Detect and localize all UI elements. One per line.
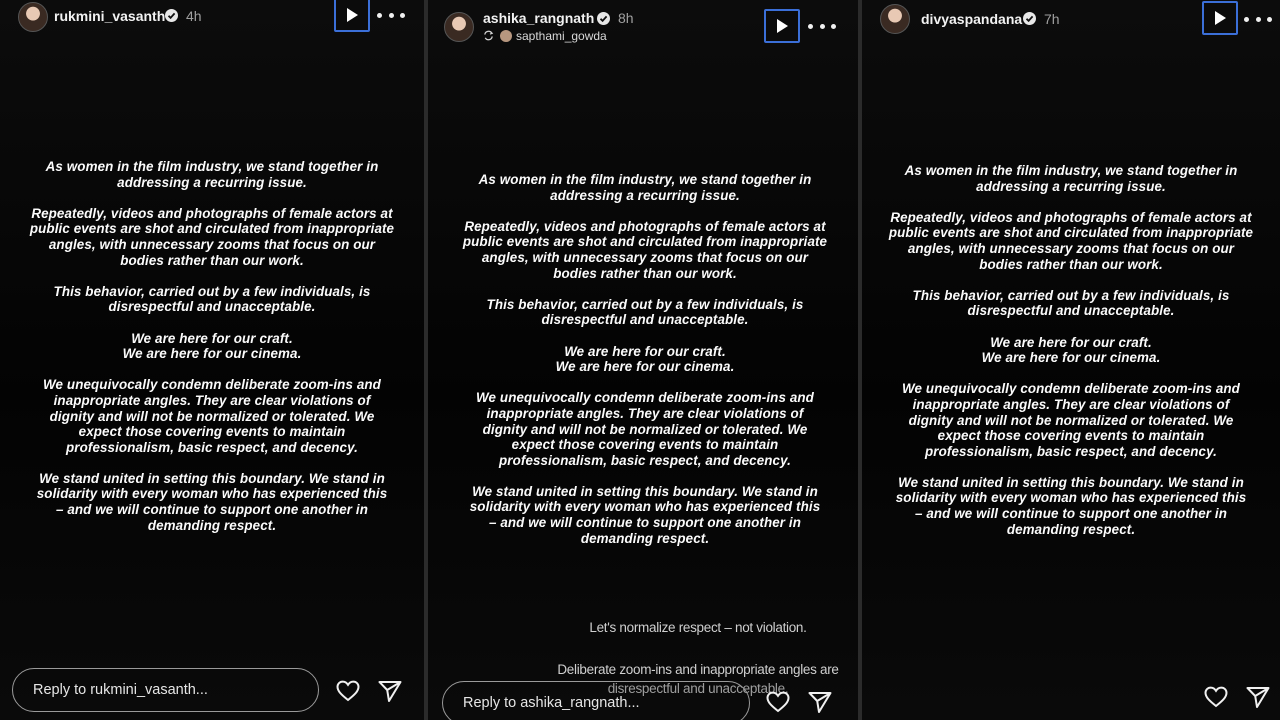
- statement-line: angles, with unnecessary zooms that focus on our: [48, 236, 376, 252]
- story-caption: Let's normalize respect – not violation.: [589, 620, 807, 635]
- statement-line: addressing a recurring issue.: [550, 187, 740, 203]
- more-options-button[interactable]: [1244, 9, 1272, 29]
- send-icon: [1246, 686, 1270, 708]
- statement-line: dignity and will not be normalized or tolerated. We: [482, 421, 808, 437]
- send-icon: [808, 691, 832, 713]
- story-username[interactable]: divyaspandana: [921, 11, 1023, 27]
- statement-paragraph: [432, 390, 858, 468]
- statement-paragraph: [0, 377, 424, 455]
- statement-paragraph: [0, 331, 424, 362]
- statement-paragraph: [432, 172, 858, 203]
- story-statement: [432, 172, 858, 562]
- statement-paragraph: [432, 344, 858, 375]
- verified-badge-icon: [165, 9, 178, 22]
- statement-line: As women in the film industry, we stand together in: [478, 172, 812, 187]
- statement-line: We are here for our cinema.: [122, 346, 302, 362]
- reshared-username[interactable]: sapthami_gowda: [516, 29, 607, 43]
- statement-line: public events are shot and circulated from inappropriate: [462, 234, 828, 250]
- statement-paragraph: [862, 210, 1280, 272]
- play-icon: [345, 7, 359, 23]
- statement-line: This behavior, carried out by a few individuals, is: [486, 296, 804, 312]
- statement-line: addressing a recurring issue.: [117, 174, 307, 190]
- send-icon: [378, 680, 402, 702]
- heart-icon: [336, 680, 360, 702]
- statement-line: bodies rather than our work.: [120, 252, 304, 268]
- story-username[interactable]: rukmini_vasanth: [54, 8, 166, 24]
- story-time: 8h: [618, 10, 634, 26]
- verified-badge-icon: [597, 12, 610, 25]
- statement-paragraph: [0, 206, 424, 268]
- like-button[interactable]: [334, 677, 362, 705]
- statement-line: angles, with unnecessary zooms that focus on our: [907, 240, 1235, 256]
- more-options-button[interactable]: [377, 5, 405, 25]
- statement-paragraph: [432, 484, 858, 546]
- play-icon: [1213, 10, 1227, 26]
- share-button[interactable]: [1244, 683, 1272, 711]
- statement-line: demanding respect.: [1006, 521, 1136, 537]
- statement-paragraph: [432, 219, 858, 281]
- repost-icon: [483, 30, 494, 41]
- story-panel-divya: [862, 0, 1280, 720]
- statement-line: We are here for our cinema.: [555, 359, 735, 375]
- statement-paragraph: [0, 284, 424, 315]
- more-options-button[interactable]: [808, 16, 836, 36]
- like-button[interactable]: [764, 688, 792, 716]
- story-statement: [862, 163, 1280, 553]
- statement-line: – and we will continue to support one another in: [488, 515, 802, 531]
- story-panel-rukmini: [0, 0, 424, 720]
- statement-line: public events are shot and circulated from inappropriate: [888, 225, 1254, 241]
- statement-line: public events are shot and circulated from inappropriate: [29, 221, 395, 237]
- statement-line: We are here for our craft.: [990, 334, 1152, 350]
- statement-line: disrespectful and unacceptable.: [108, 299, 316, 315]
- statement-line: We stand united in setting this boundary. We stand in: [472, 483, 818, 499]
- statement-line: addressing a recurring issue.: [976, 178, 1166, 194]
- statement-line: expect those covering events to maintain: [78, 424, 346, 440]
- statement-line: Repeatedly, videos and photographs of female actors at: [890, 209, 1252, 225]
- reply-input[interactable]: Reply to ashika_rangnath...: [442, 681, 750, 720]
- statement-paragraph: [0, 159, 424, 190]
- statement-line: demanding respect.: [580, 530, 710, 546]
- statement-line: This behavior, carried out by a few individuals, is: [53, 283, 371, 299]
- statement-line: inappropriate angles. They are clear violations of: [486, 405, 804, 421]
- statement-line: We are here for our craft.: [564, 343, 726, 359]
- statement-line: professionalism, basic respect, and decency.: [66, 439, 358, 455]
- statement-line: We unequivocally condemn deliberate zoom-ins and: [43, 377, 381, 393]
- more-options-icon: [1244, 17, 1249, 22]
- statement-paragraph: [862, 475, 1280, 537]
- statement-line: dignity and will not be normalized or tolerated. We: [908, 412, 1234, 428]
- statement-line: As women in the film industry, we stand together in: [45, 159, 379, 174]
- story-panel-ashika: [428, 0, 858, 720]
- statement-line: We stand united in setting this boundary. We stand in: [898, 474, 1244, 490]
- story-time: 7h: [1044, 11, 1060, 27]
- heart-icon: [1204, 686, 1228, 708]
- statement-line: We unequivocally condemn deliberate zoom-ins and: [476, 390, 814, 406]
- statement-line: bodies rather than our work.: [553, 265, 737, 281]
- statement-paragraph: [862, 288, 1280, 319]
- statement-line: professionalism, basic respect, and decency.: [925, 443, 1217, 459]
- share-button[interactable]: [376, 677, 404, 705]
- statement-paragraph: [862, 335, 1280, 366]
- statement-paragraph: [432, 297, 858, 328]
- avatar[interactable]: [444, 12, 474, 42]
- statement-line: demanding respect.: [147, 517, 277, 533]
- verified-badge-icon: [1023, 12, 1036, 25]
- statement-line: expect those covering events to maintain: [937, 428, 1205, 444]
- heart-icon: [766, 691, 790, 713]
- statement-line: – and we will continue to support one another in: [914, 506, 1228, 522]
- statement-line: solidarity with every woman who has experienced this: [469, 499, 821, 515]
- statement-line: inappropriate angles. They are clear violations of: [912, 396, 1230, 412]
- statement-line: solidarity with every woman who has experienced this: [36, 486, 388, 502]
- statement-line: disrespectful and unacceptable.: [541, 312, 749, 328]
- statement-line: We are here for our craft.: [131, 330, 293, 346]
- statement-paragraph: [0, 471, 424, 533]
- story-statement: [0, 159, 424, 549]
- statement-line: We stand united in setting this boundary. We stand in: [39, 470, 385, 486]
- reshare-line[interactable]: [483, 29, 607, 43]
- play-icon: [775, 18, 789, 34]
- statement-line: This behavior, carried out by a few individuals, is: [912, 287, 1230, 303]
- more-options-icon: [808, 24, 813, 29]
- statement-line: expect those covering events to maintain: [511, 437, 779, 453]
- avatar[interactable]: [18, 2, 48, 32]
- more-options-icon: [377, 13, 382, 18]
- statement-line: Repeatedly, videos and photographs of female actors at: [31, 205, 393, 221]
- story-time: 4h: [186, 8, 202, 24]
- share-button[interactable]: [806, 688, 834, 716]
- play-button[interactable]: [334, 0, 370, 32]
- reshared-avatar: [500, 30, 512, 42]
- like-button[interactable]: [1202, 683, 1230, 711]
- statement-line: bodies rather than our work.: [979, 256, 1163, 272]
- statement-line: professionalism, basic respect, and decency.: [499, 452, 791, 468]
- statement-line: dignity and will not be normalized or tolerated. We: [49, 408, 375, 424]
- story-username[interactable]: ashika_rangnath: [483, 10, 595, 26]
- statement-line: angles, with unnecessary zooms that focus on our: [481, 249, 809, 265]
- statement-line: As women in the film industry, we stand together in: [904, 163, 1238, 178]
- statement-line: We unequivocally condemn deliberate zoom-ins and: [902, 381, 1240, 397]
- statement-line: We are here for our cinema.: [981, 350, 1161, 366]
- play-button[interactable]: [1202, 1, 1238, 35]
- statement-line: disrespectful and unacceptable.: [967, 303, 1175, 319]
- statement-line: solidarity with every woman who has experienced this: [895, 490, 1247, 506]
- reply-input[interactable]: Reply to rukmini_vasanth...: [12, 668, 319, 712]
- statement-line: inappropriate angles. They are clear violations of: [53, 392, 371, 408]
- story-caption-2: Deliberate zoom-ins and inappropriate angles are disrespectful and unacceptable.: [557, 662, 839, 696]
- statement-paragraph: [862, 381, 1280, 459]
- statement-paragraph: [862, 163, 1280, 194]
- play-button[interactable]: [764, 9, 800, 43]
- statement-line: – and we will continue to support one another in: [55, 502, 369, 518]
- avatar[interactable]: [880, 4, 910, 34]
- statement-line: Repeatedly, videos and photographs of female actors at: [464, 218, 826, 234]
